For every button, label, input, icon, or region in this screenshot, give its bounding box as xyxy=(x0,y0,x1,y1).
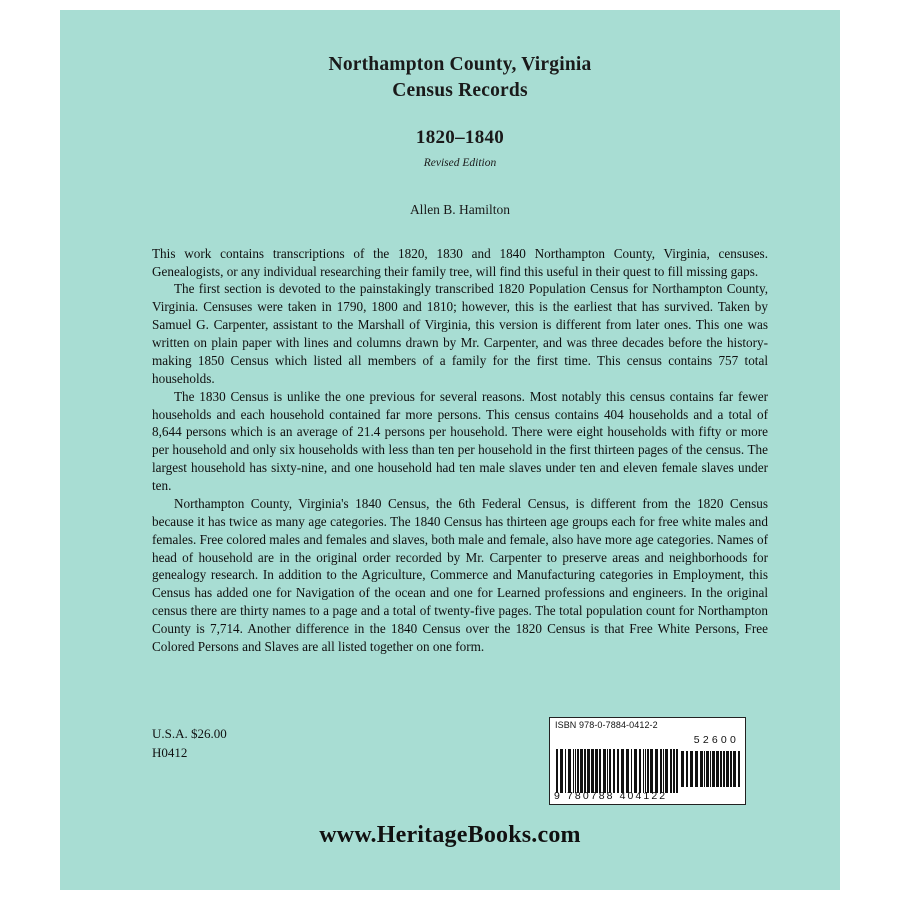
barcode-graphic xyxy=(549,733,746,805)
paragraph-4: Northampton County, Virginia's 1840 Census, the 6th Federal Census, is different from the 1820 Census because it has twice as many age categories. The 1840 Census has thirteen age groups each for free white males and females. Free colored males and females and slaves, both male and female, also have more age categories. Names of head of household are in the original order recorded by Mr. Carpenter to preserve areas and neighborhoods for genealogy research. In addition to the Agriculture, Commerce and Manufacturing categories in Employment, this Census has added one for Navigation of the ocean and one for Learned professions and engineers. In the original census there are thirty names to a page and a total of twenty-five pages. The total population count for Northampton County is 7,714. Another difference in the 1840 Census over the 1820 Census is that Free White Persons, Free Colored Persons and Slaves are all listed together on one form. xyxy=(152,495,768,654)
paragraph-1: This work contains transcriptions of the 1820, 1830 and 1840 Northampton County, Virginia, censuses. Genealogists, or any individual researching their family tree, will find this useful in their quest to fill missing gaps. xyxy=(152,245,768,279)
ean5-digits: 52600 xyxy=(693,734,739,746)
author-name: Allen B. Hamilton xyxy=(409,201,511,217)
paragraph-2: The first section is devoted to the painstakingly transcribed 1820 Population Census for Northampton County, Virginia. Censuses were taken in 1790, 1800 and 1810; however, this is the earliest that has survived. Taken by Samuel G. Carpenter, assistant to the Marshall of Virginia, this version is different from later ones. This one was written on plain paper with lines and columns drawn by Mr. Carpenter, and was three decades before the history-making 1850 Census which listed all members of a family for the first time. This census contains 757 total households. xyxy=(152,281,768,386)
page-title-line-2: Census Records xyxy=(392,80,528,102)
ean13-digits: 9 780788 404122 xyxy=(554,790,668,802)
book-back-cover xyxy=(60,10,840,890)
ean13-bars xyxy=(556,749,678,793)
isbn-label: ISBN 978-0-7884-0412-2 xyxy=(549,717,746,733)
item-code-label: H0412 xyxy=(152,744,188,760)
ean5-bars xyxy=(681,751,739,787)
price-block xyxy=(152,725,227,763)
barcode xyxy=(549,717,746,805)
price-label: U.S.A. $26.00 xyxy=(152,726,227,741)
publisher-website: www.HeritageBooks.com xyxy=(319,822,581,848)
page-title-line-1: Northampton County, Virginia xyxy=(328,54,592,75)
edition-label: Revised Edition xyxy=(423,156,497,169)
cover-footer xyxy=(60,10,840,890)
date-range: 1820–1840 xyxy=(415,126,505,148)
paragraph-3: The 1830 Census is unlike the one previous for several reasons. Most notably this census contains far fewer households and each household contained far more persons. This census contains 404 households and a total of 8,644 persons which is an average of 21.4 persons per household. There were eight households with fifty or more per household and only six households with less than ten per household in the first thirteen pages of the census. The largest household has sixty-nine, and one household had ten male slaves under ten and eleven female slaves under ten. xyxy=(152,388,768,493)
